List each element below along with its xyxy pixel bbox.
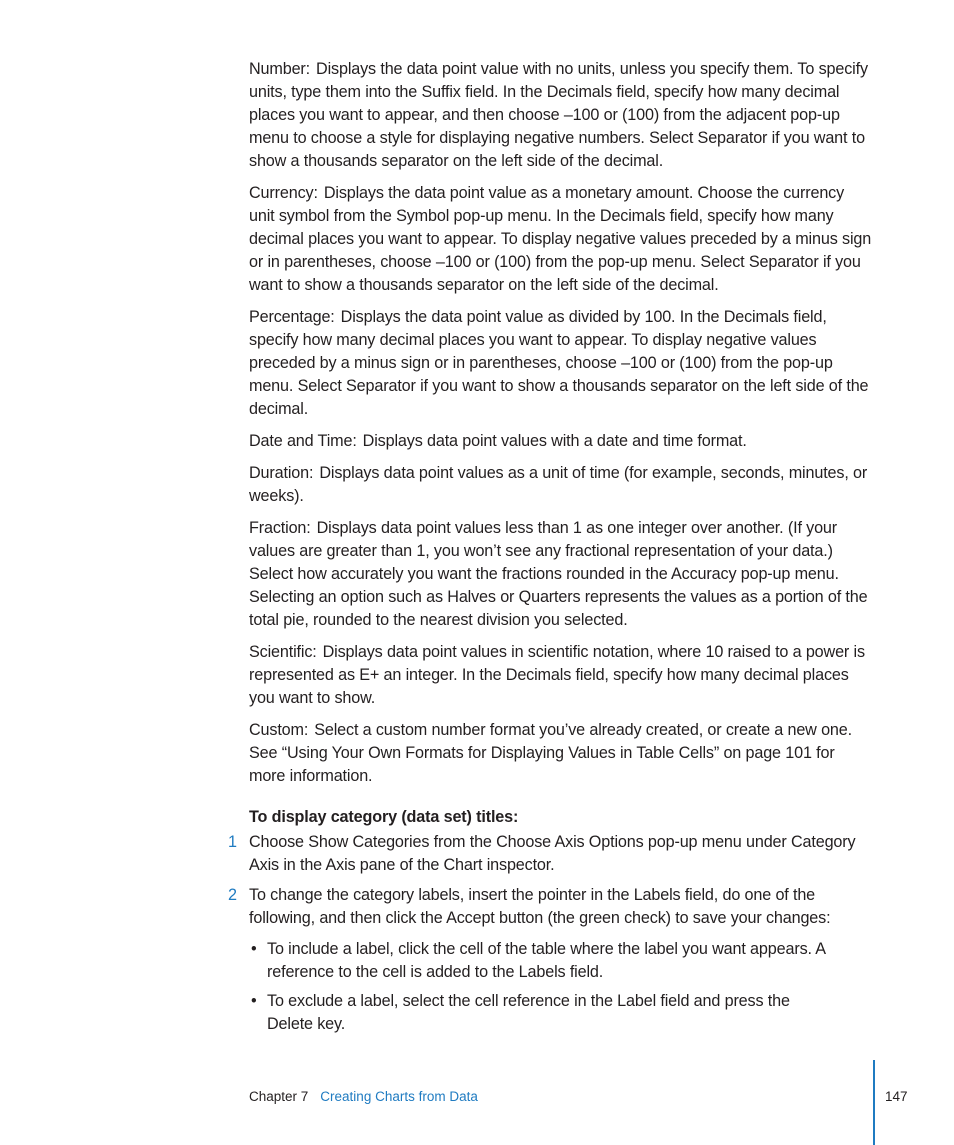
definition-term: Percentage: <box>249 308 335 326</box>
bullet-item <box>249 990 827 1036</box>
definition-text: Displays data point values with a date and time format. <box>362 432 747 450</box>
procedure-step <box>228 884 873 1036</box>
definition-text: Displays the data point value as a monetary amount. Choose the currency unit symbol from the Symbol pop-up menu. In the Decimals field, specify how many decimal places you want to appear. To display negative values preceded by a minus sign or in parentheses, choose –100 or (100) from the pop-up menu. Select Separator if you want to show a thousands separator on the left side of the decimal. <box>249 184 872 294</box>
definition-term: Fraction: <box>249 519 311 537</box>
definition-text: Displays data point values in scientific notation, where 10 raised to a power is represented as E+ an integer. In the Decimals field, specify how many decimal places you want to show. <box>249 643 865 707</box>
bullet-text: To include a label, click the cell of the table where the label you want appears. A reference to the cell is added to the Labels field. <box>267 940 826 981</box>
chapter-label: Chapter 7 <box>249 1089 309 1104</box>
step-number: 2 <box>228 886 237 904</box>
page-number: 147 <box>885 1089 908 1104</box>
definition-term: Custom: <box>249 721 309 739</box>
definition-term: Scientific: <box>249 643 317 661</box>
page-content <box>228 58 873 1043</box>
definition-text: Displays the data point value with no units, unless you specify them. To specify units, type them into the Suffix field. In the Decimals field, specify how many decimal places you want to appear, and then choose –100 or (100) from the adjacent pop-up menu to choose a style for displaying negative numbers. Select Separator if you want to show a thousands separator on the left side of the decimal. <box>249 60 868 170</box>
definition-scientific <box>249 641 873 710</box>
definition-currency <box>249 182 873 297</box>
footer-divider <box>873 1060 875 1145</box>
definition-percentage <box>249 306 873 421</box>
step-number: 1 <box>228 833 237 851</box>
definition-fraction <box>249 517 873 632</box>
bullet-item <box>249 938 827 984</box>
bullet-icon: • <box>251 940 257 958</box>
definition-term: Date and Time: <box>249 432 357 450</box>
definition-date-and-time <box>249 430 873 453</box>
chapter-title-link[interactable]: Creating Charts from Data <box>320 1089 478 1104</box>
definition-text: Displays the data point value as divided by 100. In the Decimals field, specify how many decimal places you want to appear. To display negative values preceded by a minus sign or in parentheses, choose –100 or (100) from the pop-up menu. Select Separator if you want to show a thousands separator on the left side of the decimal. <box>249 308 869 418</box>
definition-term: Number: <box>249 60 311 78</box>
definition-text: Displays data point values as a unit of time (for example, seconds, minutes, or weeks). <box>249 464 868 505</box>
footer-chapter <box>249 1088 478 1106</box>
procedure-step <box>228 831 873 877</box>
definition-number <box>249 58 873 173</box>
definition-text: Displays data point values less than 1 as one integer over another. (If your values are greater than 1, you won’t see any fractional representation of your data.) Select how accurately you want the fractions rounded in the Accuracy pop-up menu. Selecting an option such as Halves or Quarters represents the values as a portion of the total pie, rounded to the nearest division you selected. <box>249 519 868 629</box>
bullet-icon: • <box>251 992 257 1010</box>
step-text: To change the category labels, insert the pointer in the Labels field, do one of the following, and then click the Accept button (the green check) to save your changes: <box>249 886 831 927</box>
bullet-list <box>249 938 873 1036</box>
definition-term: Currency: <box>249 184 318 202</box>
bullet-text: To exclude a label, select the cell reference in the Label field and press the Delete key. <box>267 992 790 1033</box>
step-text: Choose Show Categories from the Choose Axis Options pop-up menu under Category Axis in the Axis pane of the Chart inspector. <box>249 833 856 874</box>
definition-text: Select a custom number format you’ve already created, or create a new one. See “Using Your Own Formats for Displaying Values in Table Cells” on page 101 for more information. <box>249 721 852 785</box>
procedure-heading: To display category (data set) titles: <box>249 808 519 826</box>
definition-custom <box>249 719 873 788</box>
definition-duration <box>249 462 873 508</box>
definition-term: Duration: <box>249 464 314 482</box>
